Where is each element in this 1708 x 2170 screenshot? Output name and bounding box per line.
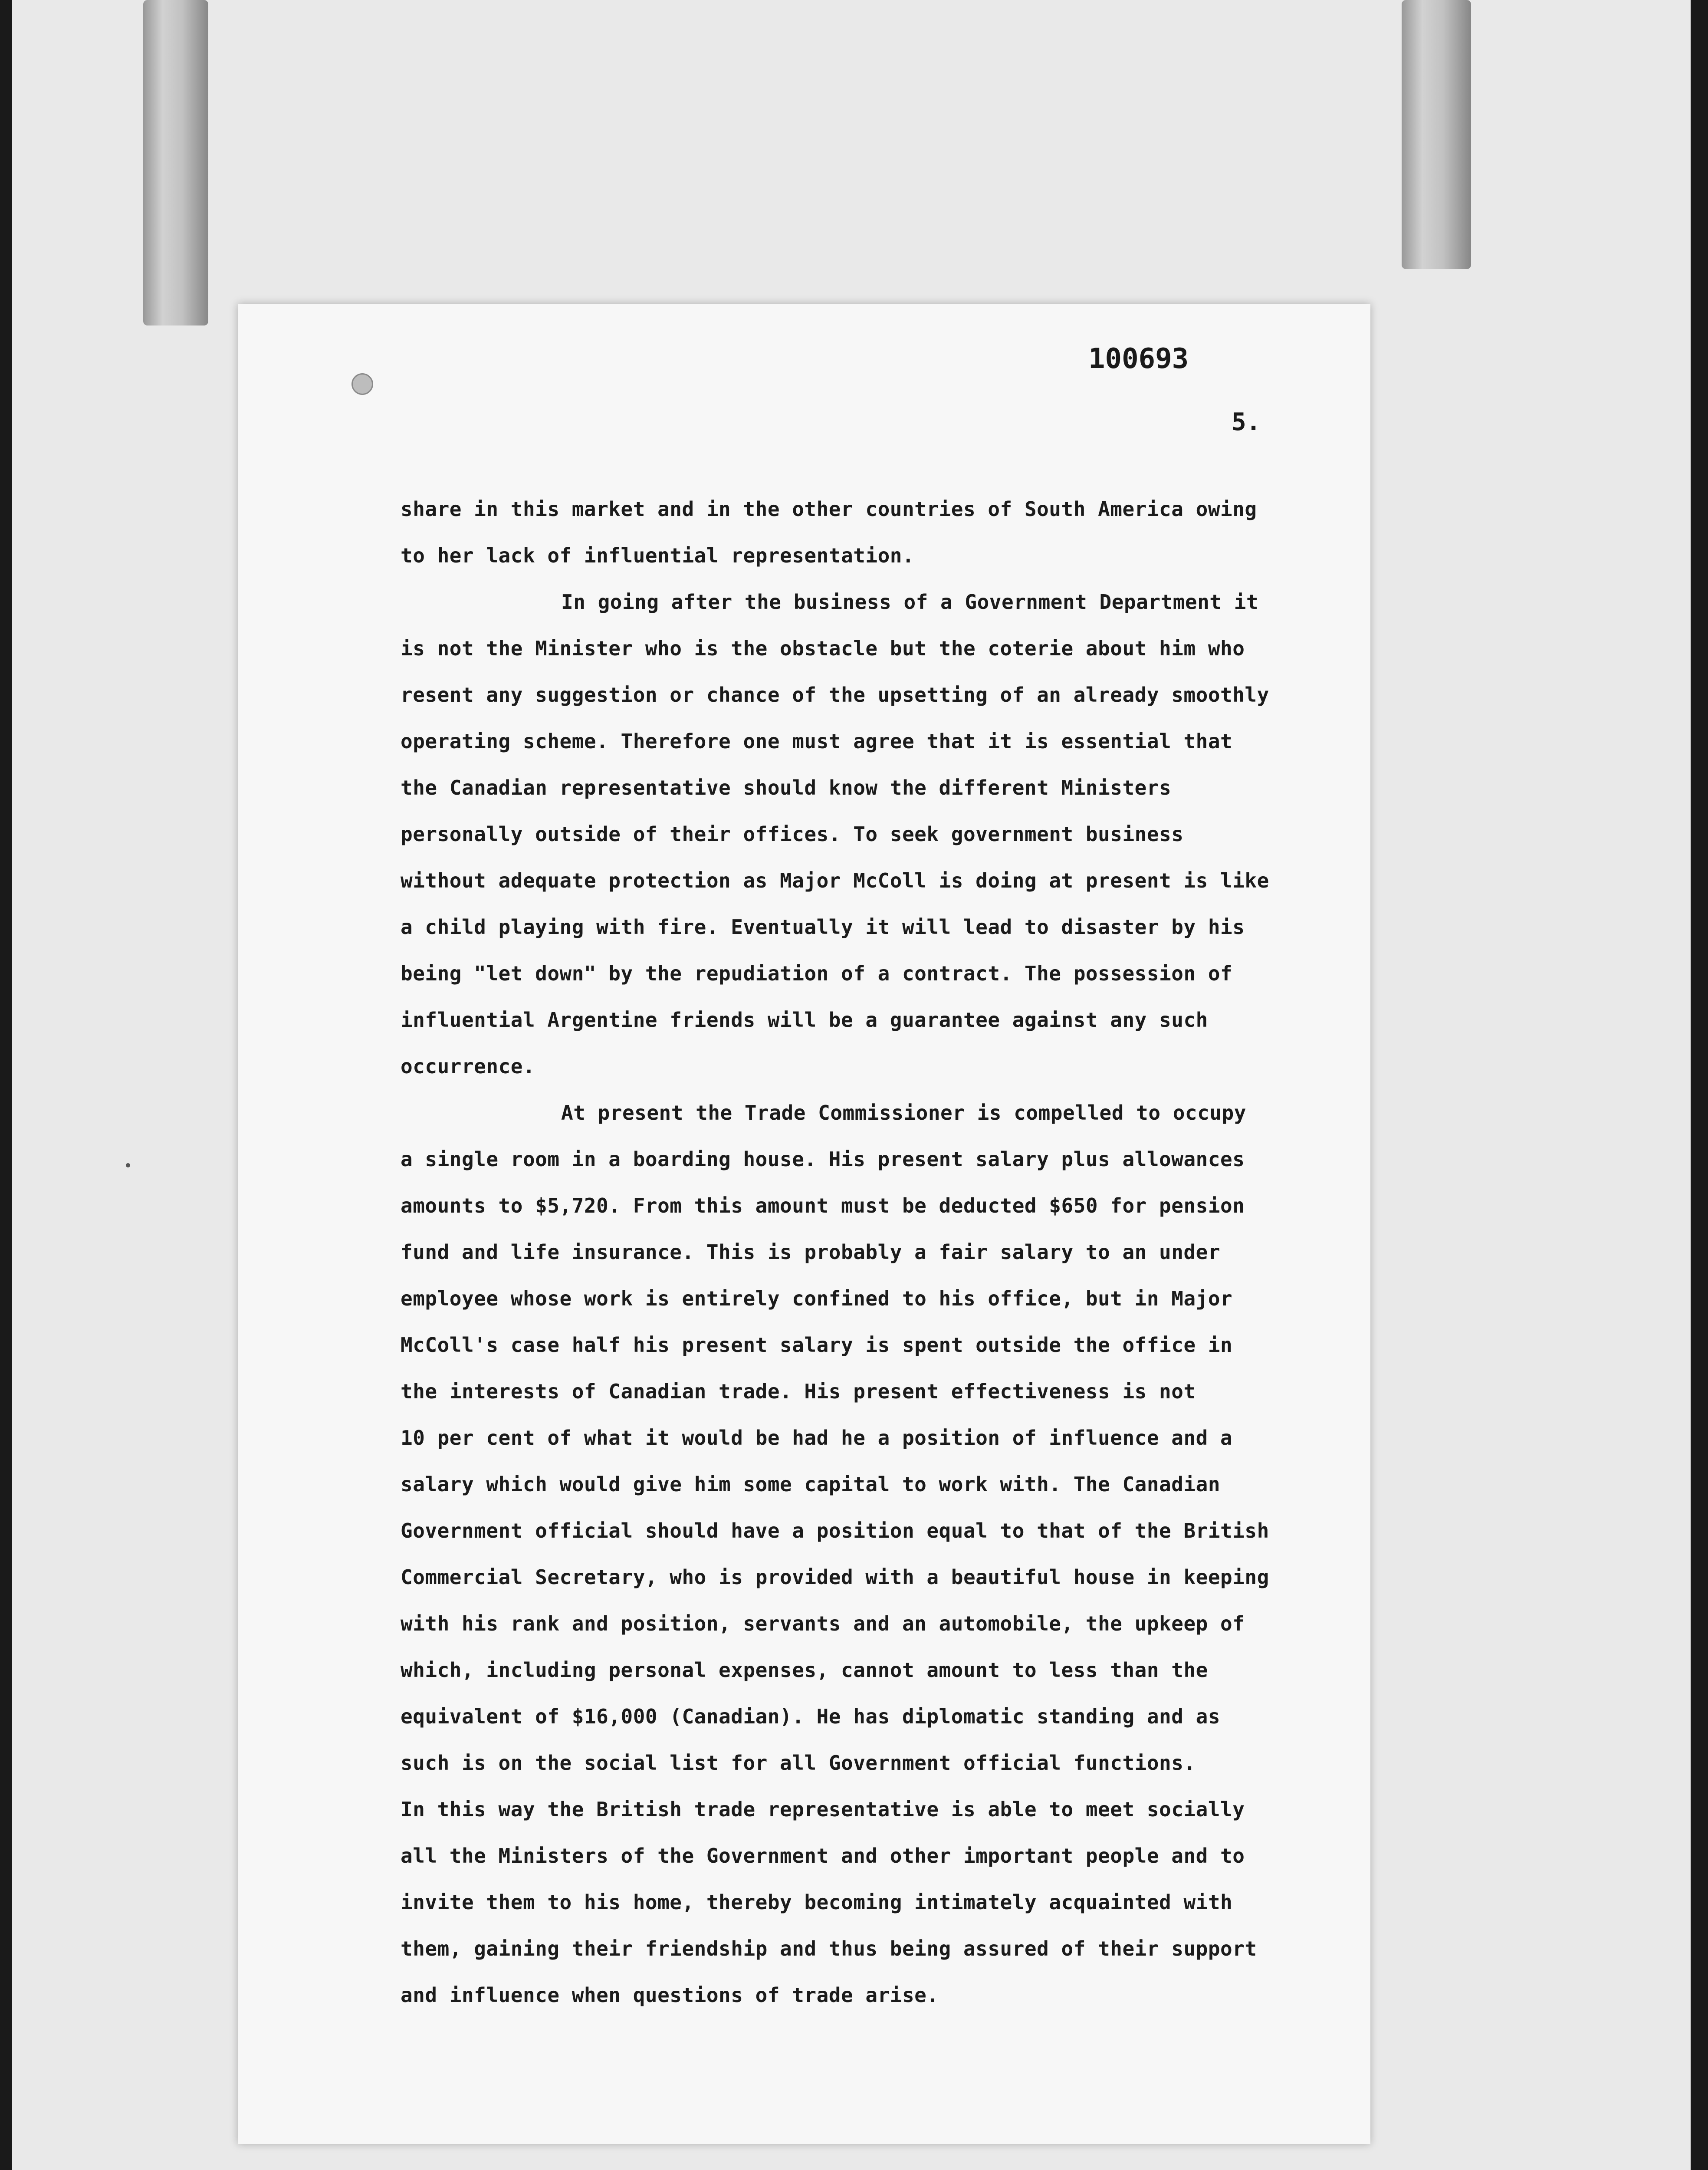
text-line: At present the Trade Commissioner is compelled to occupy [561, 1101, 1246, 1124]
film-frame-left-edge [0, 0, 12, 2170]
text-line: a single room in a boarding house. His present salary plus allowances [401, 1147, 1245, 1171]
text-line: such is on the social list for all Government official functions. [401, 1751, 1196, 1775]
text-line: Commercial Secretary, who is provided with a beautiful house in keeping [401, 1565, 1269, 1589]
text-line: In going after the business of a Government Department it [561, 590, 1259, 614]
text-line: salary which would give him some capital to work with. The Canadian [401, 1473, 1221, 1496]
text-line: equivalent of $16,000 (Canadian). He has diplomatic standing and as [401, 1705, 1221, 1728]
film-frame-right-edge [1691, 0, 1708, 2170]
text-line: which, including personal expenses, cannot amount to less than the [401, 1658, 1208, 1682]
document-page [238, 304, 1370, 2144]
text-line: with his rank and position, servants and an automobile, the upkeep of [401, 1612, 1245, 1635]
mounting-tape-top-right [1402, 0, 1471, 269]
text-line: all the Ministers of the Government and other important people and to [401, 1844, 1245, 1868]
text-line: without adequate protection as Major McColl is doing at present is like [401, 869, 1269, 892]
text-line: Government official should have a position equal to that of the British [401, 1519, 1269, 1542]
text-line: amounts to $5,720. From this amount must be deducted $650 for pension [401, 1194, 1245, 1217]
text-line: influential Argentine friends will be a guarantee against any such [401, 1008, 1208, 1032]
text-line: them, gaining their friendship and thus being assured of their support [401, 1937, 1257, 1960]
page-number: 5. [1232, 408, 1261, 436]
dust-speck [126, 1163, 130, 1167]
text-line: the Canadian representative should know the different Ministers [401, 776, 1172, 799]
text-line: to her lack of influential representation. [401, 544, 915, 567]
punch-hole-icon [351, 373, 373, 395]
document-number: 100693 [1088, 343, 1189, 375]
text-line: a child playing with fire. Eventually it will lead to disaster by his [401, 915, 1245, 939]
text-line: resent any suggestion or chance of the upsetting of an already smoothly [401, 683, 1269, 707]
text-line: and influence when questions of trade arise. [401, 1983, 939, 2007]
text-line: operating scheme. Therefore one must agree that it is essential that [401, 730, 1233, 753]
text-line: the interests of Canadian trade. His present effectiveness is not [401, 1380, 1196, 1403]
text-line: In this way the British trade representative is able to meet socially [401, 1798, 1245, 1821]
text-line: McColl's case half his present salary is spent outside the office in [401, 1333, 1233, 1357]
text-line: occurrence. [401, 1055, 535, 1078]
document-body [401, 486, 1355, 2019]
text-line: 10 per cent of what it would be had he a position of influence and a [401, 1426, 1233, 1450]
text-line: personally outside of their offices. To seek government business [401, 822, 1184, 846]
text-line: fund and life insurance. This is probably a fair salary to an under [401, 1240, 1221, 1264]
text-line: invite them to his home, thereby becoming intimately acquainted with [401, 1891, 1233, 1914]
text-line: being "let down" by the repudiation of a contract. The possession of [401, 962, 1233, 985]
text-line: employee whose work is entirely confined to his office, but in Major [401, 1287, 1233, 1310]
mounting-tape-top-left [143, 0, 208, 326]
text-line: is not the Minister who is the obstacle but the coterie about him who [401, 637, 1245, 660]
text-line: share in this market and in the other countries of South America owing [401, 497, 1257, 521]
